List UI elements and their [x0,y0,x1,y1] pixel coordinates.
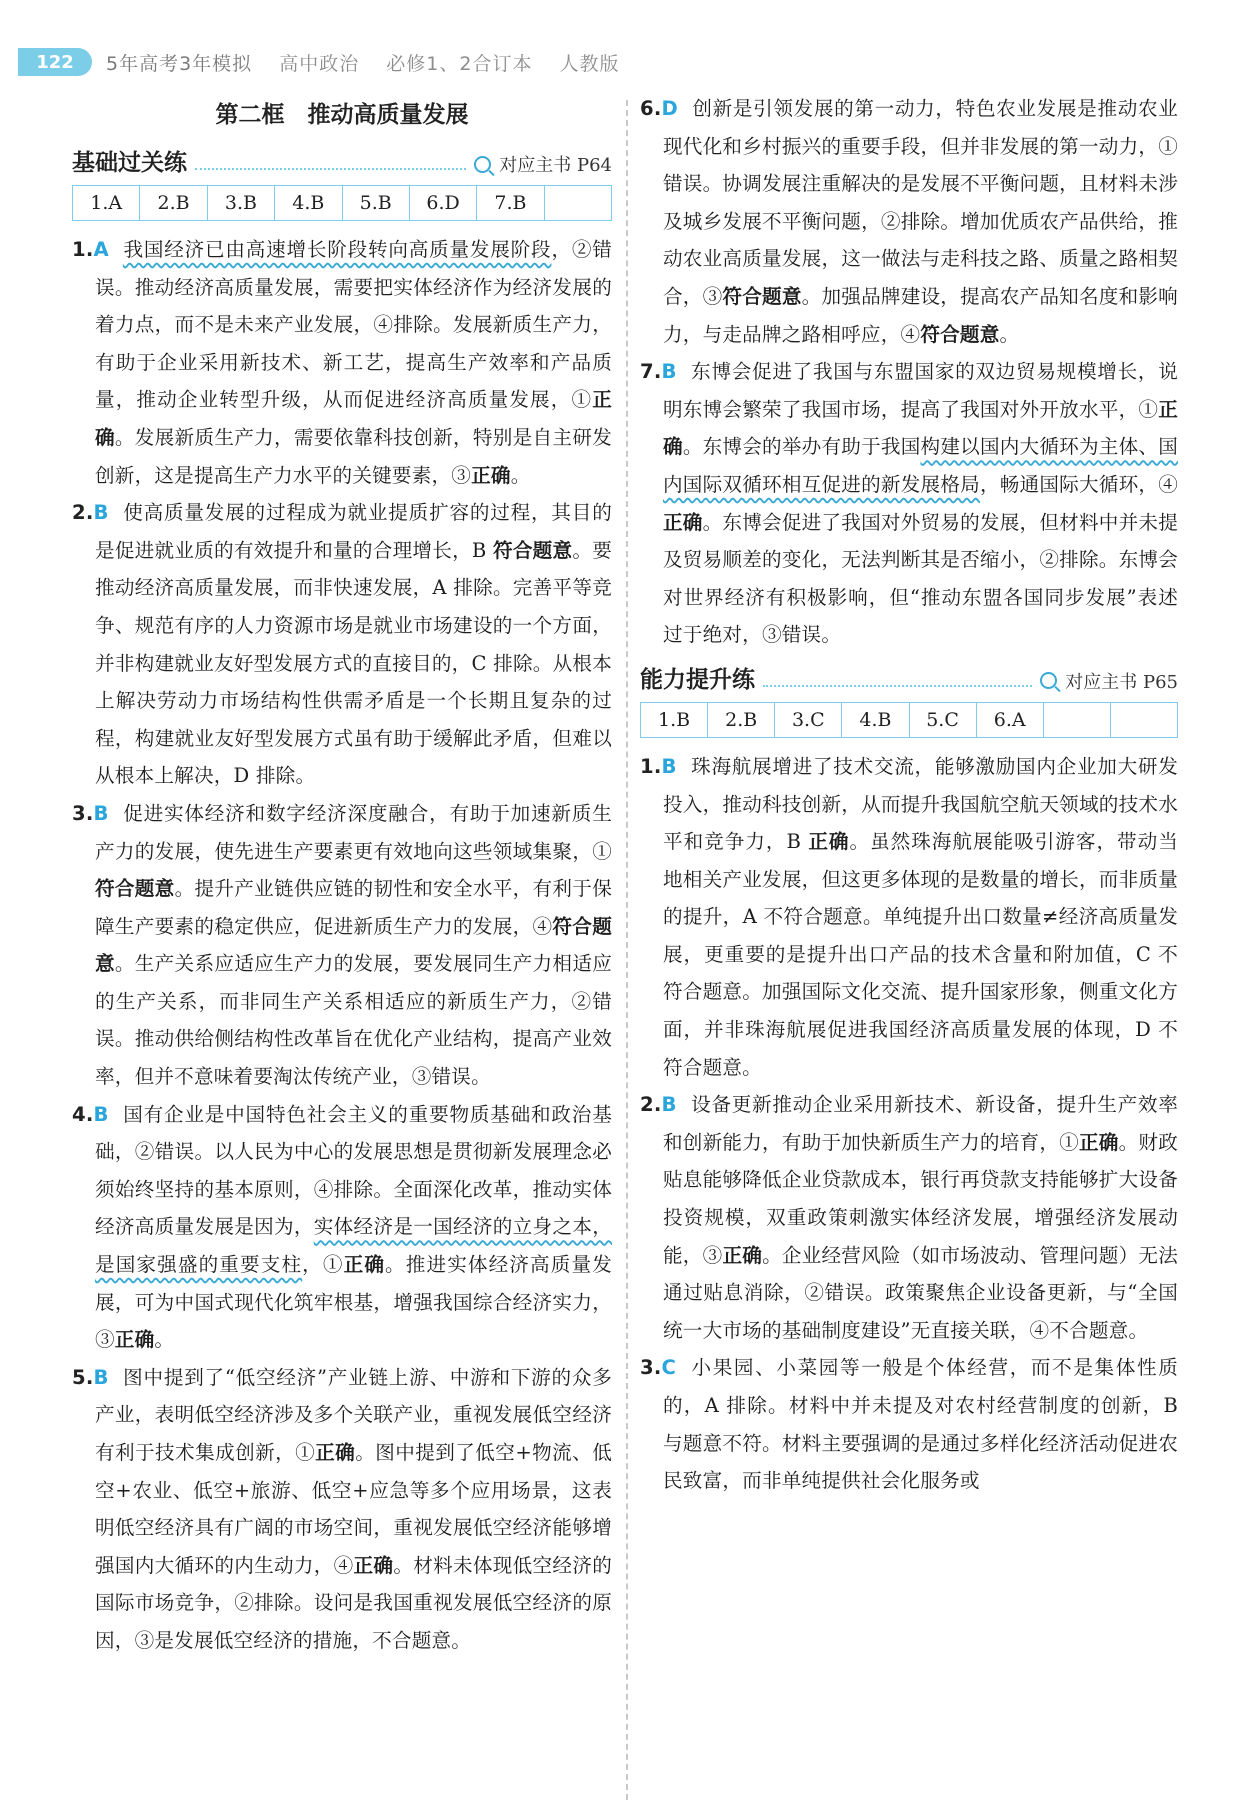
verdict-text: 正确 [722,1243,763,1267]
page-header [18,48,640,76]
question-answer: B [661,754,677,778]
explanation-text: 使高质量发展的过程成为就业提质扩容的过程，其目的是促进就业质的有效提升和量的合理增长，B [95,501,612,562]
basic-question-6 [640,90,1178,353]
verdict-text: 正确 [343,1253,386,1277]
explanation-text: 。企业经营风险（如市场波动、管理问题）无法通过贴息消除，②错误。政策聚焦企业设备更新，与“全国统一大市场的基础制度建设”无直接关联，④不合题意。 [663,1243,1179,1342]
answer-cell: 5.C [910,703,977,737]
explanation-text: 国有企业是中国特色社会主义的重要物质基础和政治基础，②错误。以人民为中心的发展思想是贯彻新发展理念必须始终坚持的基本原则，④排除。全面深化改革，推动实体经济高质量发展是因为， [95,1102,612,1239]
explanation-text: 。虽然珠海航展能吸引游客，带动当地相关产业发展，但这更多体现的是数量的增长，而非质量的提升，A 不符合题意。单纯提升出口数量≠经济高质量发展，更重要的是提升出口产品的技术含量和附加值，C 不符合题意。加强国际文化交流、提升国家形象，侧重文化方面，并非珠海航展促进我国经济高质量发展的体现，D 不符合题意。 [663,830,1179,1079]
question-number: 5. [72,1365,94,1389]
question-answer: B [661,360,677,384]
explanation-text: 。东博会促进了我国对外贸易的发展，但材料中并未提及贸易顺差的变化，无法判断其是否缩小，②排除。东博会对世界经济有积极影响，但“推动东盟各国同步发展”表述过于绝对，③错误。 [663,510,1178,647]
underlined-text: 构建以国内大循环为主体、国内国际双循环相互促进的新发展格局 [663,435,1178,496]
verdict-text: 符合题意 [920,322,1000,346]
verdict-text: 正确 [1078,1130,1119,1154]
verdict-text: 正确 [95,388,612,449]
header-dotted-line [763,685,1032,687]
answer-cell [545,186,611,220]
verdict-text: 正确 [471,463,511,487]
header-subject: 高中政治 [279,52,360,75]
basic-practice-title: 基础过关练 [72,150,187,176]
advanced-question-1 [640,748,1178,1086]
question-number: 2. [640,1093,662,1117]
basic-question-1 [72,231,612,494]
explanation-text: 。生产关系应适应生产力的发展，要发展同生产力相适应的生产关系，而非同生产关系相适应的新质生产力，②错误。推动供给侧结构性改革旨在优化产业结构，提高产业效率，但并不意味着要淘汰传统产业，③错误。 [95,952,612,1089]
basic-question-2 [72,494,612,795]
advanced-practice-header [640,660,1178,694]
basic-ref-text: 对应主书 P64 [499,155,612,176]
question-number: 4. [72,1102,94,1126]
underlined-text: 我国经济已由高速增长阶段转向高质量发展阶段 [122,238,552,261]
explanation-text: 。图中提到了低空+物流、低空+农业、低空+旅游、低空+应急等多个应用场景，这表明低空经济具有广阔的市场空间，重视发展低空经济能够增强国内大循环的内生动力，④ [95,1441,612,1577]
explanation-text: 。材料未体现低空经济的国际市场竞争，②排除。设问是我国重视发展低空经济的原因，③是发展低空经济的措施，不合题意。 [95,1553,612,1652]
basic-question-7 [640,353,1178,654]
explanation-text: ，②错误。推动经济高质量发展，需要把实体经济作为经济发展的着力点，而不是未来产业发展，④排除。发展新质生产力，有助于企业采用新技术、新工艺，提高生产效率和产品质量，推动企业转型升级，从而促进经济高质量发展，① [95,238,612,412]
advanced-ref-text: 对应主书 P65 [1065,671,1178,693]
explanation-text: 。提升产业链供应链的韧性和安全水平，有利于保障生产要素的稳定供应，促进新质生产力的发展，④ [95,877,612,938]
answer-cell: 3.B [208,186,275,220]
explanation-text: 。要推动经济高质量发展，而非快速发展，A 排除。完善平等竞争、规范有序的人力资源市场是就业市场建设的一个方面，并非构建就业友好型发展方式的直接目的，C 排除。从根本上解决劳动力市场结构性供需矛盾是一个长期且复杂的过程，构建就业友好型发展方式虽有助于缓解此矛盾，但难以从根本上解决，D 排除。 [95,538,612,788]
answer-cell: 2.B [708,703,775,737]
search-icon [1040,672,1057,689]
search-icon [474,156,491,173]
basic-question-5 [72,1359,612,1660]
verdict-text: 符合题意 [493,538,573,562]
verdict-text: 符合题意 [95,877,175,901]
explanation-text: 珠海航展增进了技术交流，能够激励国内企业加大研发投入，推动科技创新，从而提升我国航空航天领域的技术水平和竞争力，B [663,754,1178,854]
page-number: 122 [18,48,92,76]
explanation-text: 图中提到了“低空经济”产业链上游、中游和下游的众多产业，表明低空经济涉及多个关联产业，重视发展低空经济有利于技术集成创新，① [95,1365,612,1464]
explanation-text: 。财政贴息能够降低企业贷款成本，银行再贷款支持能够扩大设备投资规模，双重政策刺激实体经济发展，增强经济发展动能，③ [663,1130,1179,1267]
verdict-text: 正确 [808,830,850,854]
answer-cell: 2.B [140,186,207,220]
answer-cell [1111,703,1177,737]
verdict-text: 正确 [315,1441,356,1464]
answer-cell [1044,703,1111,737]
header-volume: 必修1、2合订本 [386,52,533,75]
explanation-text: 。 [154,1328,175,1352]
basic-question-3 [72,795,612,1096]
verdict-text: 符合题意 [95,914,612,976]
answer-cell: 6.D [410,186,477,220]
explanation-text: 东博会促进了我国与东盟国家的双边贸易规模增长，说明东博会繁荣了我国市场，提高了我国对外开放水平，① [663,360,1178,421]
answer-cell: 3.C [775,703,842,737]
underlined-text: 实体经济是一国经济的立身之本，是国家强盛的重要支柱 [95,1215,613,1277]
left-column [72,90,612,1660]
basic-question-4 [72,1096,612,1359]
explanation-text: 设备更新推动企业采用新技术、新设备，提升生产效率和创新能力，有助于加快新质生产力的培育，① [663,1093,1178,1154]
advanced-practice-ref [1040,668,1178,694]
header-dotted-line [195,168,466,170]
explanation-text: 。加强品牌建设，提高农产品知名度和影响力，与走品牌之路相呼应，④ [663,284,1178,346]
explanation-text: 。 [999,322,1020,346]
verdict-text: 正确 [114,1328,155,1352]
question-number: 2. [72,501,94,525]
question-answer: A [93,238,109,261]
explanation-text: 小果园、小菜园等一般是个体经营，而不是集体性质的，A 排除。材料中并未提及对农村经营制度的创新，B 与题意不符。材料主要强调的是通过多样化经济活动促进农民致富，而非单纯提供社会化服务或 [663,1356,1178,1493]
explanation-text: 。东博会的举办有助于我国 [682,435,921,459]
verdict-text: 正确 [353,1553,394,1577]
advanced-question-2 [640,1086,1178,1349]
question-answer: B [93,1365,109,1389]
question-answer: D [661,97,678,120]
answer-cell: 1.B [641,703,708,737]
right-column [640,90,1178,1500]
answer-cell: 5.B [343,186,410,220]
question-answer: B [93,1102,109,1126]
question-answer: C [661,1356,677,1380]
header-brand: 5年高考3年模拟 [106,52,253,75]
explanation-text: ，① [302,1253,344,1277]
question-number: 1. [72,238,94,261]
question-number: 3. [72,801,94,825]
explanation-text: 。推进实体经济高质量发展，可为中国式现代化筑牢根基，增强我国综合经济实力，③ [95,1253,613,1352]
answer-cell: 6.A [977,703,1044,737]
question-number: 1. [640,754,662,778]
answer-cell: 4.B [275,186,342,220]
advanced-practice-title: 能力提升练 [640,666,755,693]
section-title: 第二框 推动高质量发展 [215,102,469,128]
answer-cell: 1.A [73,186,140,220]
advanced-answer-table [640,702,1178,738]
explanation-text: 促进实体经济和数字经济深度融合，有助于加速新质生产力的发展，使先进生产要素更有效地向这些领域集聚，① [95,801,612,863]
advanced-question-3 [640,1349,1178,1499]
question-number: 7. [640,360,662,384]
explanation-text: 。发展新质生产力，需要依靠科技创新，特别是自主研发创新，这是提高生产力水平的关键要素，③ [95,425,612,487]
explanation-text: ，畅通国际大循环，④ [979,472,1179,496]
question-answer: B [93,501,109,525]
basic-practice-ref [474,151,612,177]
explanation-text: 创新是引领发展的第一动力，特色农业发展是推动农业现代化和乡村振兴的重要手段，但并非发展的第一动力，①错误。协调发展注重解决的是发展不平衡问题，且材料未涉及城乡发展不平衡问题，②排除。增加优质农产品供给，推动农业高质量发展，这一做法与走科技之路、质量之路相契合，③ [663,97,1178,308]
question-answer: B [93,801,109,825]
answer-cell: 4.B [842,703,909,737]
verdict-text: 正确 [663,397,1178,459]
basic-answer-table [72,185,612,221]
header-info [106,49,640,76]
question-answer: B [661,1093,677,1117]
explanation-text: 。 [510,463,531,487]
header-edition: 人教版 [559,52,620,75]
column-divider [626,100,628,1800]
verdict-text: 符合题意 [722,284,802,308]
verdict-text: 正确 [663,510,703,534]
basic-practice-header [72,143,612,177]
question-number: 3. [640,1356,662,1380]
answer-cell: 7.B [477,186,544,220]
question-number: 6. [640,97,662,120]
